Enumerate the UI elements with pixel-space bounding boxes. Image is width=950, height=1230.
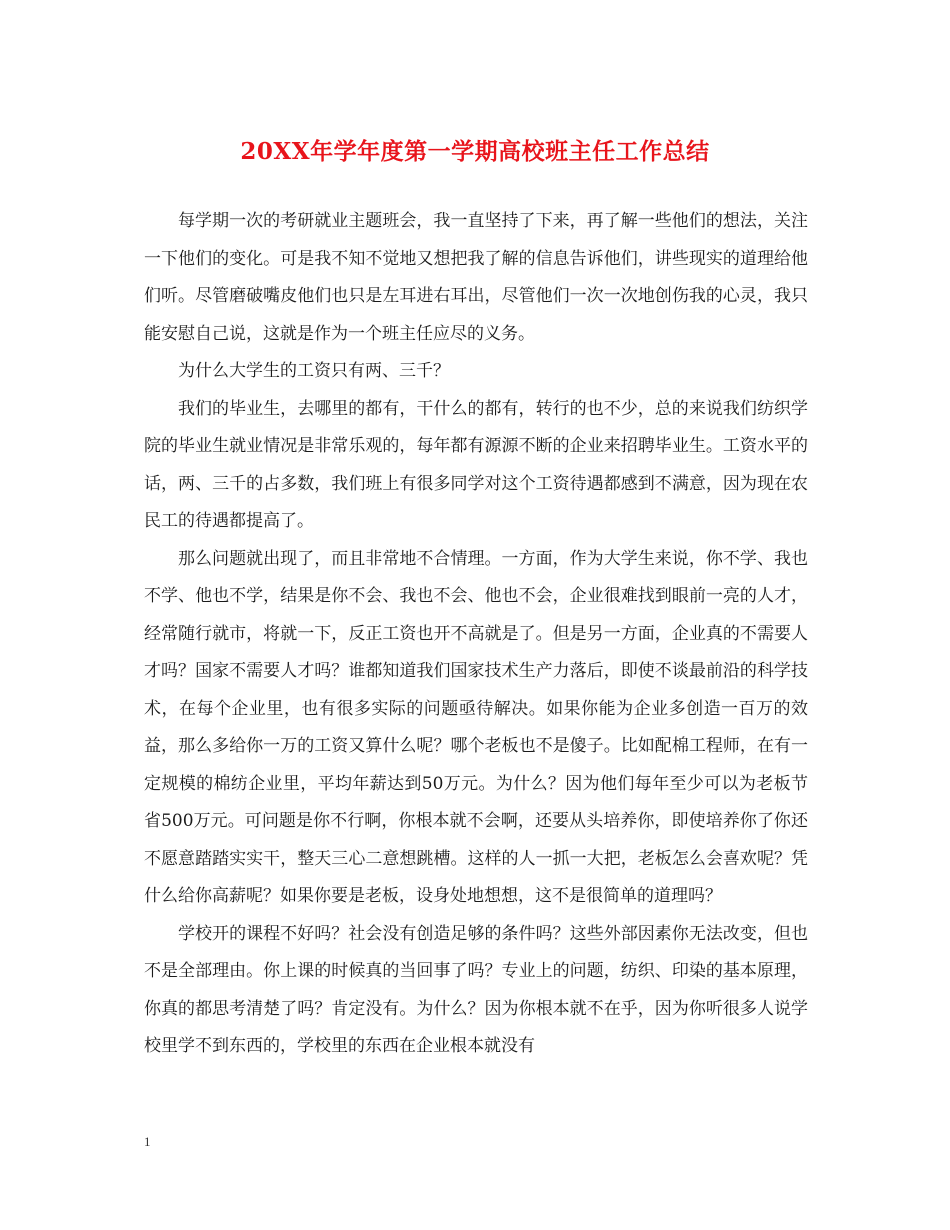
paragraph-5: 学校开的课程不好吗？社会没有创造足够的条件吗？这些外部因素你无法改变，但也不是全部理由。你上课的时候真的当回事了吗？专业上的问题，纺织、印染的基本原理，你真的都思考清楚了吗？肯定没有。为什么？因为你根本就不在乎，因为你听很多人说学校里学不到东西的，学校里的东西在企业根本就没有: [144, 923, 808, 1056]
paragraph-4: 那么问题就出现了，而且非常地不合情理。一方面，作为大学生来说，你不学、我也不学、他也不学，结果是你不会、我也不会、他也不会，企业很难找到眼前一亮的人才，经常随行就市，将就一下，反正工资也开不高就是了。但是另一方面，企业真的不需要人才吗？国家不需要人才吗？谁都知道我们国家技术生产力落后，即使不谈最前沿的科学技术，在每个企业里，也有很多实际的问题亟待解决。如果你能为企业多创造一百万的效益，那么多给你一万的工资又算什么呢？哪个老板也不是傻子。比如配棉工程师，在有一定规模的棉纺企业里，平均年薪达到50万元。为什么？因为他们每年至少可以为老板节省500万元。可问题是你不行啊，你根本就不会啊，还要从头培养你，即使培养你了你还不愿意踏踏实实干，整天三心二意想跳槽。这样的人一抓一大把，老板怎么会喜欢呢？凭什么给你高薪呢？如果你要是老板，设身处地想想，这不是很简单的道理吗？: [144, 548, 808, 906]
paragraph-2: 为什么大学生的工资只有两、三千？: [178, 361, 450, 381]
page-number: 1: [144, 1134, 151, 1149]
paragraph-3: 我们的毕业生，去哪里的都有，干什么的都有，转行的也不少，总的来说我们纺织学院的毕业生就业情况是非常乐观的，每年都有源源不断的企业来招聘毕业生。工资水平的话，两、三千的占多数，我们班上有很多同学对这个工资待遇都感到不满意，因为现在农民工的待遇都提高了。: [144, 398, 808, 531]
document-title: 20XX年学年度第一学期高校班主任工作总结: [240, 138, 710, 165]
paragraph-1: 每学期一次的考研就业主题班会，我一直坚持了下来，再了解一些他们的想法，关注一下他们的变化。可是我不知不觉地又想把我了解的信息告诉他们，讲些现实的道理给他们听。尽管磨破嘴皮他们也只是左耳进右耳出，尽管他们一次一次地创伤我的心灵，我只能安慰自己说，这就是作为一个班主任应尽的义务。: [144, 211, 808, 344]
document-body: [144, 203, 808, 1066]
